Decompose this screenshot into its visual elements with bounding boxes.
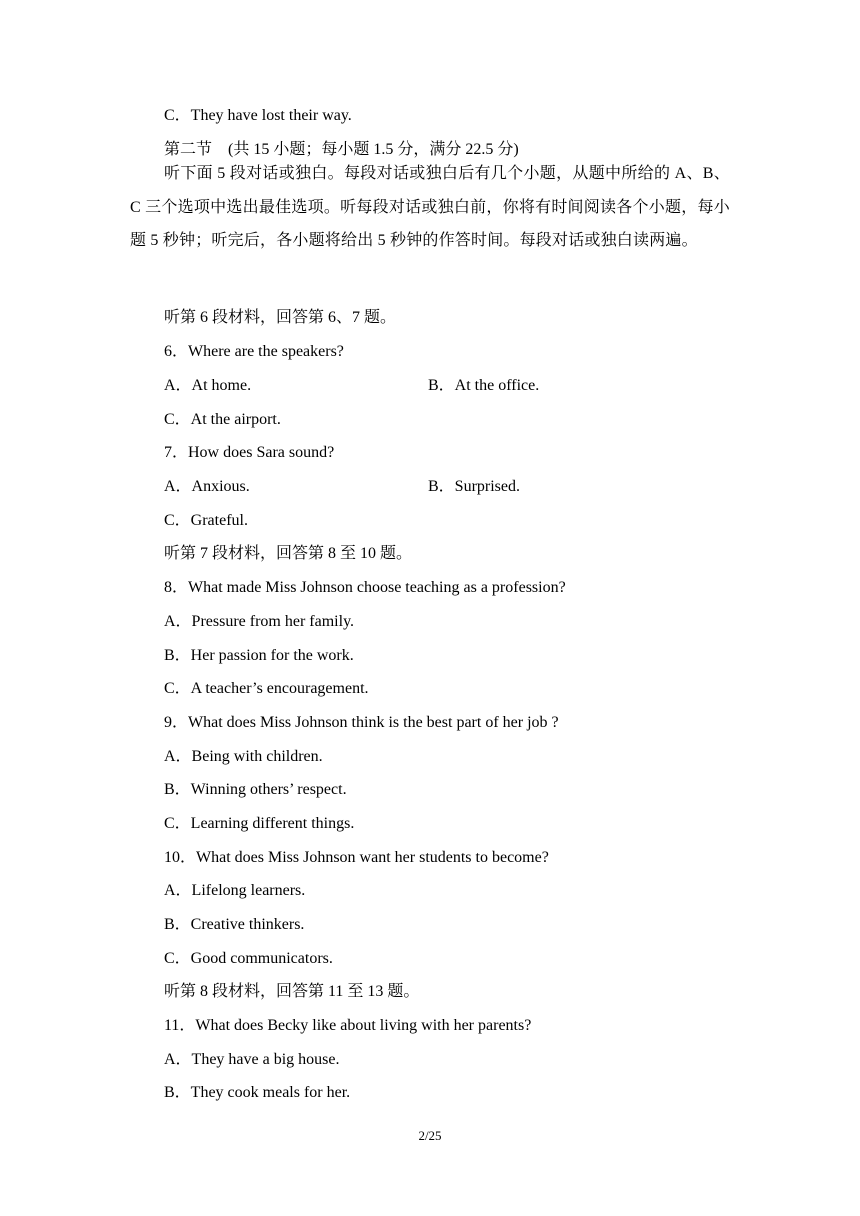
question-10-option-c: C．Good communicators. [164,950,333,967]
question-7-option-a: A．Anxious. [164,478,250,495]
question-8: 8．What made Miss Johnson choose teaching as a profession? [164,579,566,596]
material-7-heading: 听第 7 段材料，回答第 8 至 10 题。 [164,545,413,562]
option-c-prev-question: C．They have lost their way. [164,107,352,124]
page-number: 2/25 [418,1128,442,1143]
question-7-option-b: B．Surprised. [428,478,521,495]
question-9-option-a: A．Being with children. [164,748,323,765]
question-6: 6．Where are the speakers? [164,343,344,360]
question-7: 7．How does Sara sound? [164,444,335,461]
question-9-option-c: C．Learning different things. [164,815,355,832]
question-10-option-a: A．Lifelong learners. [164,882,306,899]
instructions-paragraph: 听下面 5 段对话或独白。每段对话或独白后有几个小题，从题中所给的 A、B、C 三个选项中选出最佳选项。听每段对话或独白前，你将有时间阅读各个小题，每小题 5 秒钟；听完后，各小题将给出 5 秒钟的作答时间。每段对话或独白读两遍。 [130,165,730,249]
question-8-option-c: C．A teacher’s encouragement. [164,680,369,697]
question-6-option-c: C．At the airport. [164,411,281,428]
question-11-option-a: A．They have a big house. [164,1051,340,1068]
question-10: 10．What does Miss Johnson want her students to become? [164,849,549,866]
material-6-heading: 听第 6 段材料，回答第 6、7 题。 [164,309,397,326]
question-6-option-a: A．At home. [164,377,252,394]
question-6-option-b: B．At the office. [428,377,540,394]
question-9-option-b: B．Winning others’ respect. [164,781,347,798]
question-8-option-b: B．Her passion for the work. [164,647,354,664]
question-9: 9．What does Miss Johnson think is the best part of her job ? [164,714,559,731]
question-11: 11．What does Becky like about living with her parents? [164,1017,532,1034]
material-8-heading: 听第 8 段材料，回答第 11 至 13 题。 [164,983,420,1000]
section-heading: 第二节 (共 15 小题；每小题 1.5 分，满分 22.5 分) [164,141,519,158]
question-11-option-b: B．They cook meals for her. [164,1084,351,1101]
question-8-option-a: A．Pressure from her family. [164,613,355,630]
question-7-option-c: C．Grateful. [164,512,248,529]
question-10-option-b: B．Creative thinkers. [164,916,305,933]
